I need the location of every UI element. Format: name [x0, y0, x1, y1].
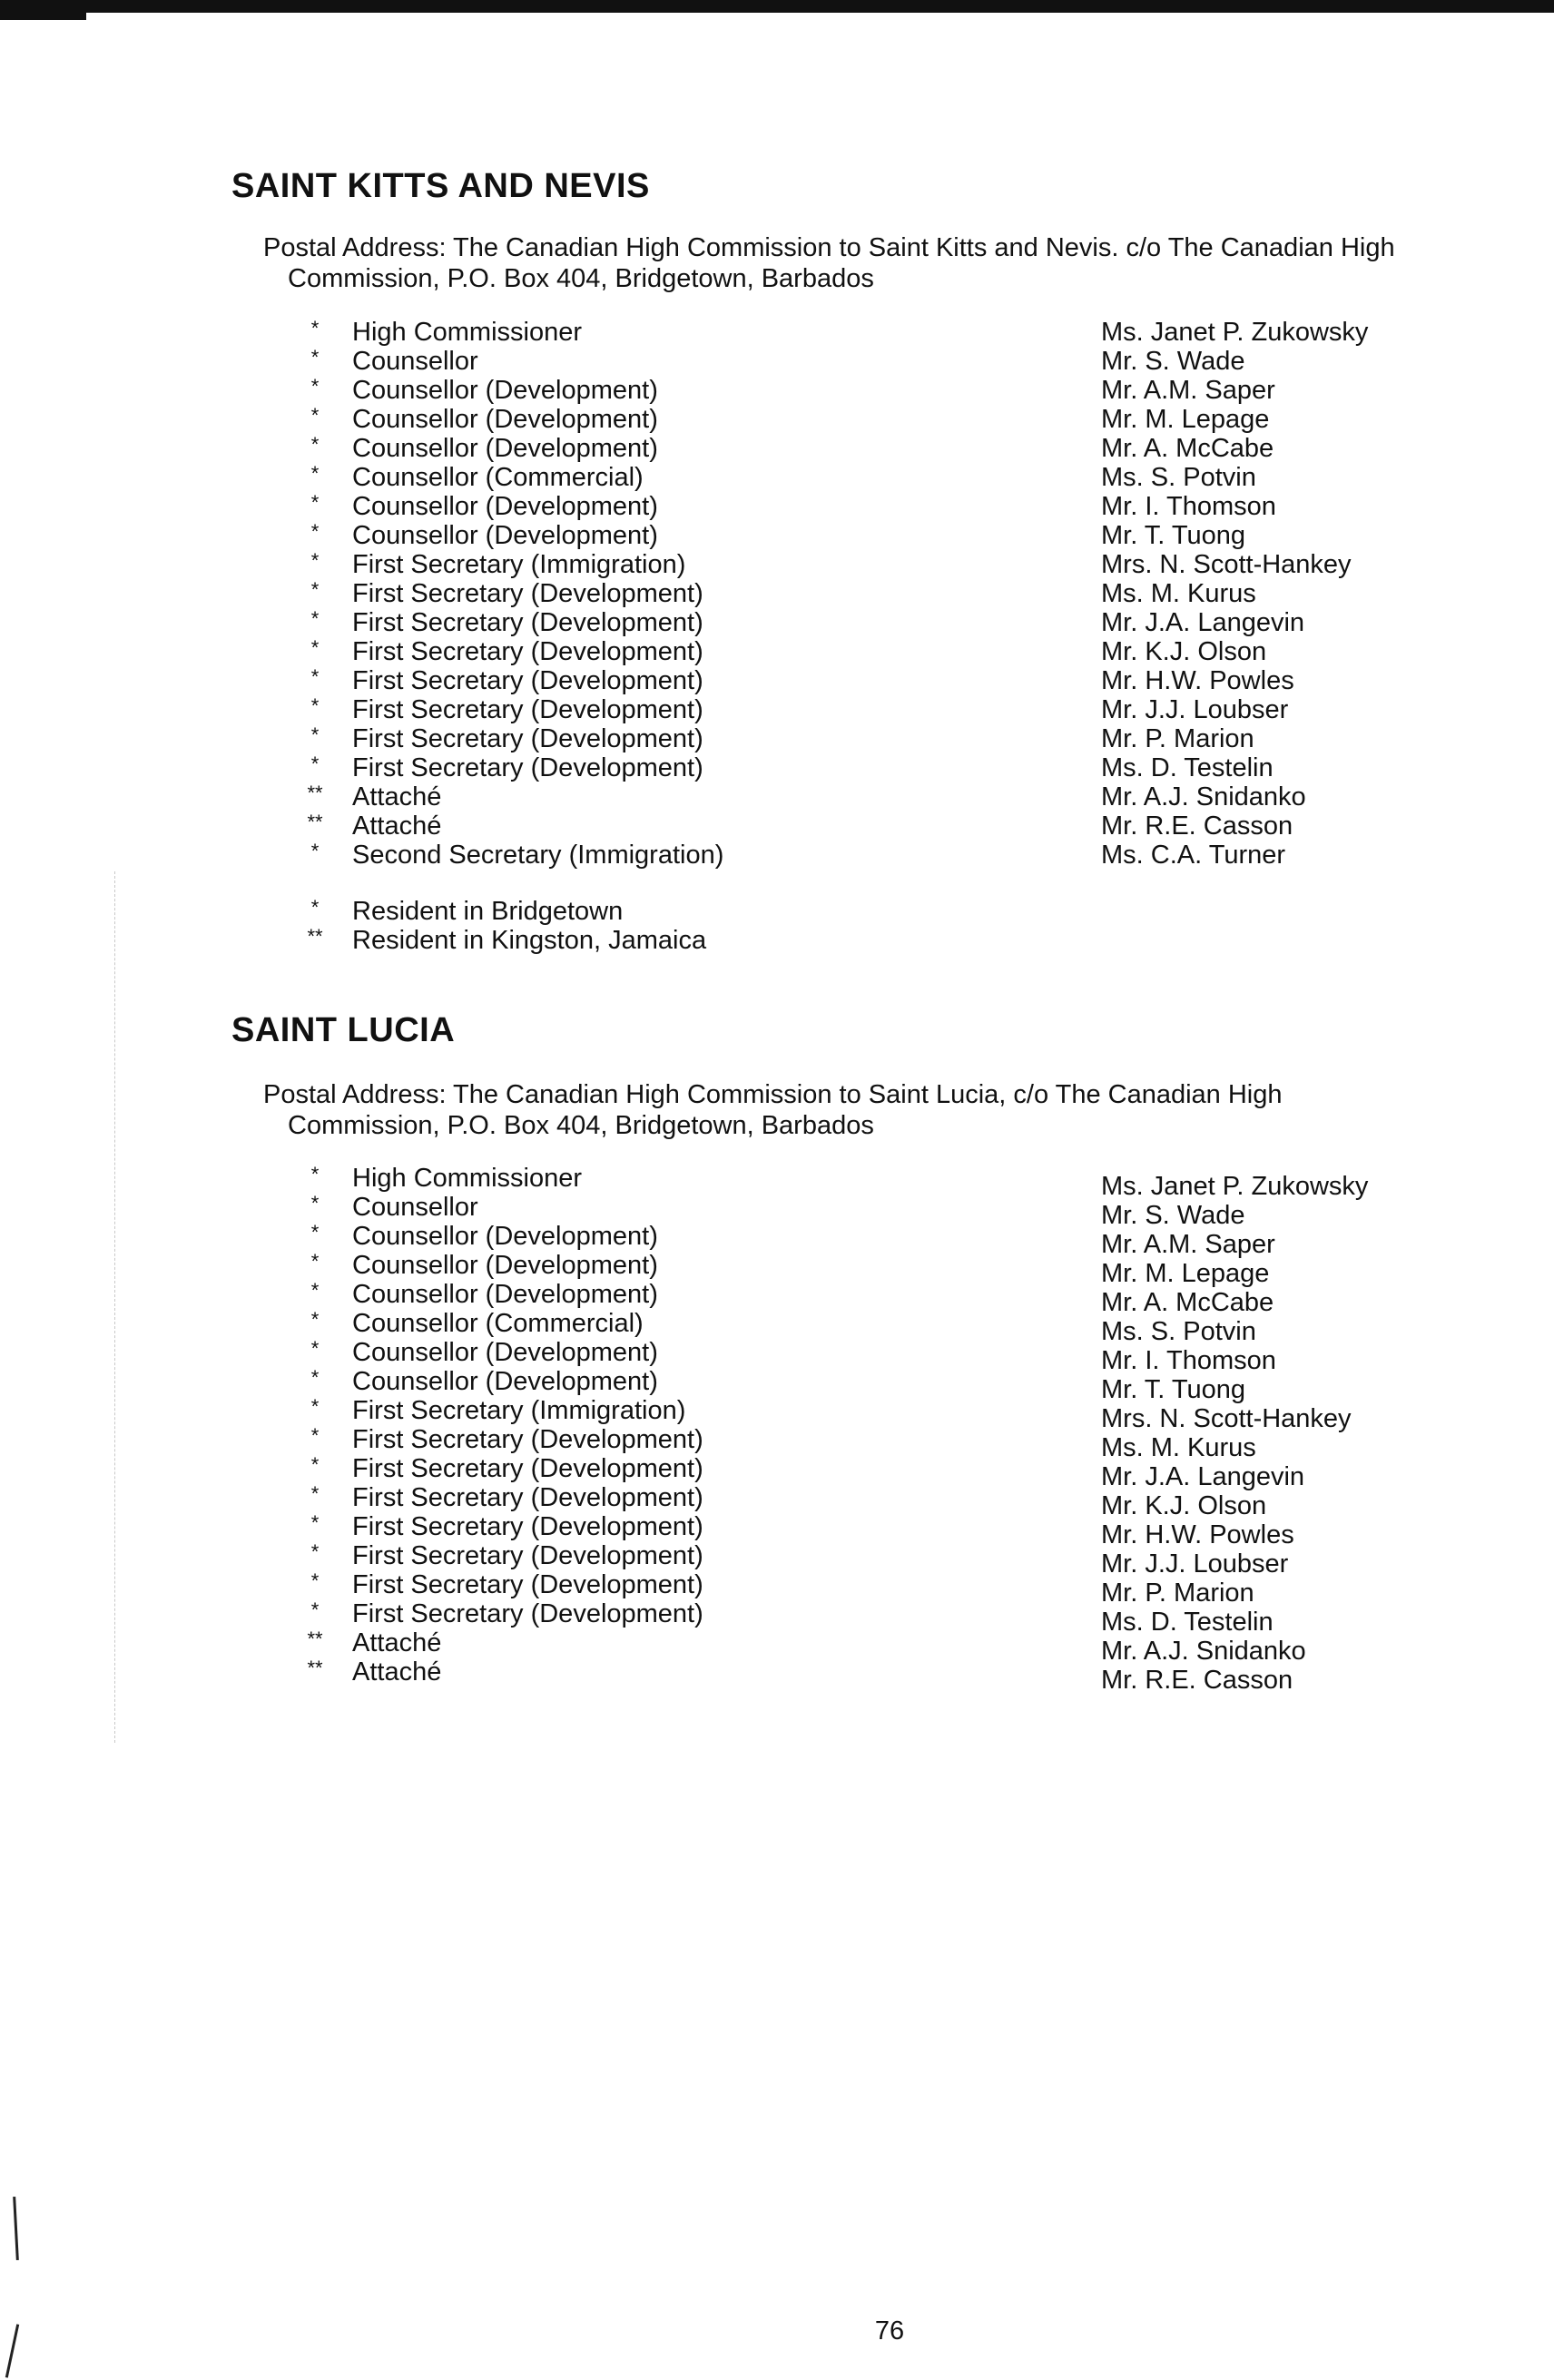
staff-row [0, 347, 1554, 376]
position-title: Second Secretary (Immigration) [352, 841, 724, 870]
legend-row [0, 926, 1554, 955]
staff-name: Ms. S. Potvin [1101, 1317, 1256, 1346]
residence-marker: * [310, 520, 320, 543]
residence-marker: * [310, 462, 320, 485]
staff-row [0, 405, 1554, 434]
staff-row [0, 1540, 1554, 1578]
residence-marker: ** [307, 1657, 323, 1679]
page-number: 76 [874, 2316, 905, 2346]
staff-row [0, 318, 1554, 347]
position-title: First Secretary (Development) [352, 695, 703, 724]
staff-name: Mr. J.J. Loubser [1101, 695, 1289, 724]
residence-marker: * [310, 1540, 320, 1563]
residence-marker: * [310, 1308, 320, 1331]
residence-marker: * [310, 1250, 320, 1273]
position-title: Counsellor (Development) [352, 1367, 658, 1396]
staff-row [0, 841, 1554, 870]
legend-row [0, 897, 1554, 926]
residence-marker: * [310, 317, 320, 339]
residence-marker: * [310, 433, 320, 456]
staff-row [0, 1337, 1554, 1375]
position-title: Counsellor (Commercial) [352, 463, 644, 492]
staff-name: Mrs. N. Scott-Hankey [1101, 1404, 1352, 1433]
residence-marker: * [310, 1221, 320, 1244]
residence-marker: ** [307, 1628, 323, 1650]
residence-marker: * [310, 752, 320, 775]
staff-name: Mr. S. Wade [1101, 1201, 1245, 1230]
staff-row [0, 1569, 1554, 1608]
staff-row [0, 724, 1554, 753]
residence-marker: * [310, 578, 320, 601]
staff-row [0, 463, 1554, 492]
position-title: Counsellor (Development) [352, 521, 658, 550]
position-title: High Commissioner [352, 1164, 583, 1193]
scan-mark [13, 2197, 19, 2260]
staff-name: Mr. A.M. Saper [1101, 1230, 1275, 1259]
staff-name: Ms. M. Kurus [1101, 579, 1256, 608]
position-title: Counsellor [352, 347, 478, 376]
legend-text: Resident in Kingston, Jamaica [352, 926, 707, 955]
residence-marker: * [310, 346, 320, 369]
staff-row [0, 666, 1554, 695]
staff-name: Mr. P. Marion [1101, 724, 1254, 753]
residence-marker: * [310, 1482, 320, 1505]
staff-name: Mr. J.J. Loubser [1101, 1549, 1289, 1578]
position-title: First Secretary (Development) [352, 608, 703, 637]
staff-name: Ms. D. Testelin [1101, 1608, 1274, 1637]
staff-name: Mr. I. Thomson [1101, 492, 1276, 521]
staff-name: Ms. D. Testelin [1101, 753, 1274, 782]
residence-marker: ** [307, 811, 323, 833]
position-title: First Secretary (Development) [352, 1570, 703, 1599]
residence-marker: * [310, 491, 320, 514]
position-title: First Secretary (Development) [352, 1599, 703, 1628]
staff-row [0, 811, 1554, 841]
staff-name: Mr. T. Tuong [1101, 1375, 1246, 1404]
position-title: Attaché [352, 782, 442, 811]
position-title: First Secretary (Immigration) [352, 550, 686, 579]
staff-row [0, 782, 1554, 811]
residence-marker: * [310, 636, 320, 659]
staff-row [0, 1598, 1554, 1637]
position-title: Counsellor (Development) [352, 492, 658, 521]
legend-marker: ** [307, 925, 323, 948]
staff-name: Ms. C.A. Turner [1101, 841, 1286, 870]
position-title: First Secretary (Development) [352, 1483, 703, 1512]
position-title: First Secretary (Immigration) [352, 1396, 686, 1425]
position-title: Counsellor (Development) [352, 1251, 658, 1280]
staff-name: Mr. H.W. Powles [1101, 1520, 1294, 1549]
residence-marker: * [310, 404, 320, 427]
staff-row [0, 637, 1554, 666]
scan-top-border [0, 0, 1554, 13]
staff-row [0, 579, 1554, 608]
staff-row [0, 1279, 1554, 1317]
legend-text: Resident in Bridgetown [352, 897, 624, 926]
residence-marker: * [310, 1366, 320, 1389]
position-title: Counsellor (Development) [352, 434, 658, 463]
staff-row [0, 753, 1554, 782]
position-title: Counsellor (Development) [352, 1338, 658, 1367]
staff-row [0, 1511, 1554, 1549]
staff-row [0, 1628, 1554, 1666]
staff-name: Mr. M. Lepage [1101, 405, 1270, 434]
residence-marker: * [310, 1337, 320, 1360]
residence-marker: * [310, 665, 320, 688]
residence-marker: * [310, 1279, 320, 1302]
residence-marker: * [310, 1424, 320, 1447]
staff-name: Mr. A.J. Snidanko [1101, 782, 1306, 811]
position-title: Attaché [352, 811, 442, 841]
position-title: First Secretary (Development) [352, 637, 703, 666]
staff-row [0, 1163, 1554, 1201]
staff-row [0, 1482, 1554, 1520]
postal-address [263, 1079, 1534, 1141]
position-title: Counsellor (Development) [352, 376, 658, 405]
staff-row [0, 695, 1554, 724]
staff-name: Mr. A.M. Saper [1101, 376, 1275, 405]
position-title: Counsellor (Development) [352, 1280, 658, 1309]
residence-marker: * [310, 1569, 320, 1592]
staff-name: Ms. M. Kurus [1101, 1433, 1256, 1462]
residence-marker: * [310, 607, 320, 630]
staff-name: Mr. T. Tuong [1101, 521, 1246, 550]
staff-name: Mr. R.E. Casson [1101, 1666, 1293, 1695]
staff-row [0, 376, 1554, 405]
position-title: Counsellor (Development) [352, 405, 658, 434]
staff-name: Mr. J.A. Langevin [1101, 608, 1305, 637]
staff-name: Mr. K.J. Olson [1101, 637, 1267, 666]
position-title: First Secretary (Development) [352, 1425, 703, 1454]
staff-name: Mr. H.W. Powles [1101, 666, 1294, 695]
position-title: First Secretary (Development) [352, 1512, 703, 1541]
position-title: Counsellor [352, 1193, 478, 1222]
staff-row [0, 434, 1554, 463]
residence-marker: * [310, 1598, 320, 1621]
staff-row [0, 1308, 1554, 1346]
position-title: First Secretary (Development) [352, 1541, 703, 1570]
section-heading: SAINT KITTS AND NEVIS [231, 167, 650, 205]
position-title: Counsellor (Commercial) [352, 1309, 644, 1338]
staff-row [0, 1250, 1554, 1288]
staff-row [0, 1395, 1554, 1433]
staff-name: Mr. J.A. Langevin [1101, 1462, 1305, 1491]
position-title: Counsellor (Development) [352, 1222, 658, 1251]
residence-marker: * [310, 1511, 320, 1534]
postal-address-line2: Commission, P.O. Box 404, Bridgetown, Barbados [288, 264, 874, 293]
residence-marker: * [310, 549, 320, 572]
staff-name: Mr. I. Thomson [1101, 1346, 1276, 1375]
position-title: First Secretary (Development) [352, 724, 703, 753]
staff-name: Mr. A. McCabe [1101, 1288, 1274, 1317]
staff-row [0, 1657, 1554, 1695]
residence-marker: * [310, 1395, 320, 1418]
staff-row [0, 550, 1554, 579]
scan-mark [5, 2324, 19, 2377]
staff-row [0, 1192, 1554, 1230]
position-title: First Secretary (Development) [352, 666, 703, 695]
staff-name: Ms. Janet P. Zukowsky [1101, 318, 1369, 347]
residence-marker: * [310, 694, 320, 717]
postal-address-line1: Postal Address: The Canadian High Commission to Saint Kitts and Nevis. c/o The Canadian High [263, 233, 1395, 262]
residence-marker: * [310, 1453, 320, 1476]
staff-name: Mr. M. Lepage [1101, 1259, 1270, 1288]
staff-row [0, 1424, 1554, 1462]
residence-marker: * [310, 723, 320, 746]
position-title: Attaché [352, 1657, 442, 1687]
position-title: Attaché [352, 1628, 442, 1657]
staff-name: Mrs. N. Scott-Hankey [1101, 550, 1352, 579]
staff-name: Mr. A. McCabe [1101, 434, 1274, 463]
postal-address [263, 232, 1534, 294]
staff-row [0, 492, 1554, 521]
staff-name: Mr. R.E. Casson [1101, 811, 1293, 841]
staff-row [0, 1221, 1554, 1259]
staff-name: Mr. A.J. Snidanko [1101, 1637, 1306, 1666]
staff-row [0, 521, 1554, 550]
staff-row [0, 608, 1554, 637]
section-heading: SAINT LUCIA [231, 1011, 456, 1049]
residence-marker: * [310, 375, 320, 398]
residence-marker: * [310, 1192, 320, 1215]
postal-address-line2: Commission, P.O. Box 404, Bridgetown, Barbados [288, 1111, 874, 1140]
postal-address-line1: Postal Address: The Canadian High Commission to Saint Lucia, c/o The Canadian High [263, 1080, 1283, 1109]
staff-name: Ms. Janet P. Zukowsky [1101, 1172, 1369, 1201]
residence-marker: * [310, 1163, 320, 1185]
legend-marker: * [310, 896, 320, 919]
staff-name: Mr. K.J. Olson [1101, 1491, 1267, 1520]
residence-marker: ** [307, 782, 323, 804]
staff-name: Ms. S. Potvin [1101, 463, 1256, 492]
scan-border-notch [0, 13, 86, 20]
position-title: High Commissioner [352, 318, 583, 347]
position-title: First Secretary (Development) [352, 579, 703, 608]
staff-row [0, 1453, 1554, 1491]
position-title: First Secretary (Development) [352, 753, 703, 782]
position-title: First Secretary (Development) [352, 1454, 703, 1483]
residence-marker: * [310, 840, 320, 862]
staff-name: Mr. P. Marion [1101, 1578, 1254, 1608]
staff-row [0, 1366, 1554, 1404]
staff-name: Mr. S. Wade [1101, 347, 1245, 376]
